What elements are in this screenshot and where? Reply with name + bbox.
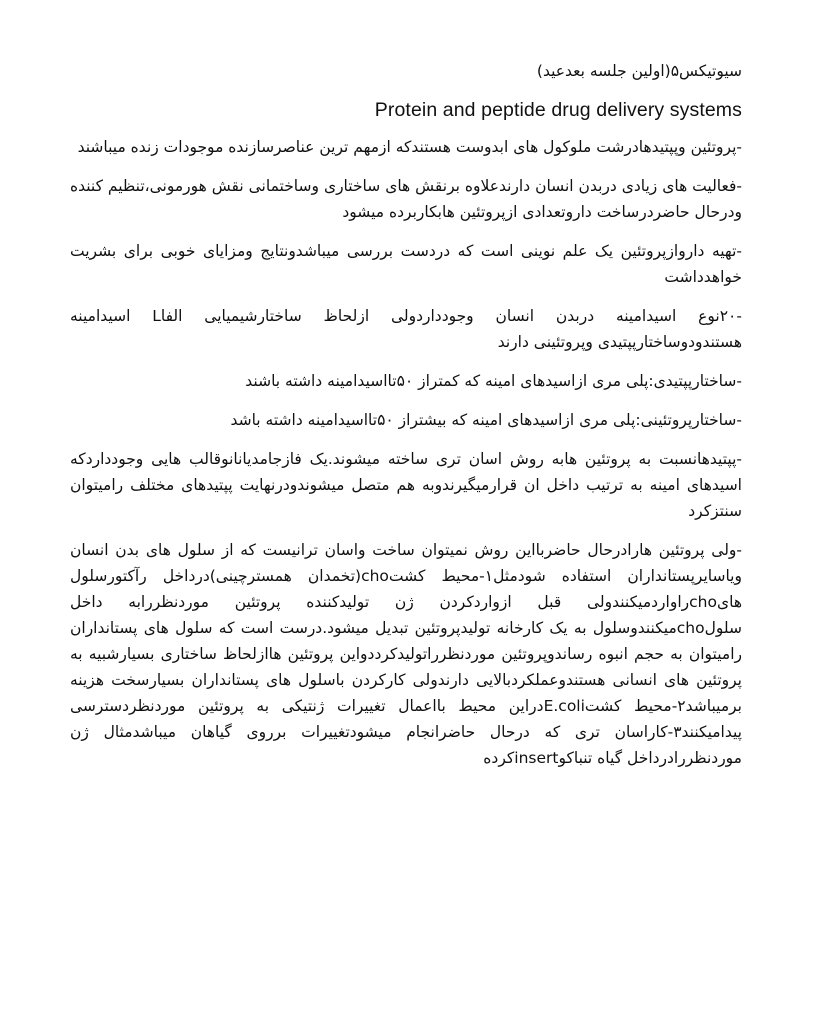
paragraph-5: -ساختارپپتیدی:پلی مری ازاسیدهای امینه که کمتراز ۵۰تااسیدامینه داشته باشند: [245, 372, 742, 390]
document-page: [70, 52, 742, 1002]
paragraph-4: -۲۰نوع اسیدامینه دربدن انسان وجودداردولی ازلحاظ ساختارشیمیایی الفاL اسیدامینه هستندودوساختارپپتیدی وپروتئینی دارند: [70, 307, 742, 351]
paragraph-7: -پپتیدهانسبت به پروتئین هابه روش اسان تری ساخته میشوند.یک فازجامدیانانوقالب هایی وجودداردکه اسیدهای امینه به ترتیب داخل ان قرارمیگیرندوبه هم متصل میشوندودرنهایت پپتیدهای مختلف رامیتوان سنتزکرد: [70, 450, 742, 520]
paragraph-2: -فعالیت های زیادی دربدن انسان دارندعلاوه برنقش های ساختاری وساختمانی نقش هورمونی،تنظیم کننده ودرحال حاضردرساخت داروتعدادی ازپروتئین هابکاربرده میشود: [70, 177, 742, 221]
paragraph-3: -تهیه داروازپروتئین یک علم نوینی است که دردست بررسی میباشدونتایج ومزایای خوبی برای بشریت خواهدداشت: [70, 242, 742, 286]
document-title: Protein and peptide drug delivery systems: [374, 99, 742, 121]
paragraph-6: -ساختارپروتئینی:پلی مری ازاسیدهای امینه که بیشتراز ۵۰تااسیدامینه داشته باشد: [230, 411, 742, 429]
paragraph-1: -پروتئین وپپتیدهادرشت ملوکول های ابدوست هستندکه ازمهم ترین عناصرسازنده موجودات زنده میباشند: [77, 138, 742, 156]
paragraph-8: -ولی پروتئین هارادرحال حاضربااین روش نمیتوان ساخت واسان ترانیست که از سلول های بدن انسان ویاسایرپستانداران استفاده شودمثل۱-محیط کشتcho(تخمدان همسترچینی)درداخل رآکتورسلول هایchoراواردمیکنندولی قبل ازواردکردن ژن تولیدکننده پروتئین موردنظررابه داخل سلولchoمیکنندوسلول به یک کارخانه تولیدپروتئین تبدیل میشود.درست است که سلول های پستانداران رامیتوان به حجم انبوه رساندوپروتئین موردنظرراتولیدکرددواین پروتئین هاازلحاظ ساختاری بسیارشبیه به پروتئین های انسانی هستندوعملکردبالایی دارندولی کارکردن باسلول های پستانداران بسیارسخت هزینه برمیباشد۲-محیط کشتE.coliدراین محیط بااعمال تغییرات ژنتیکی به پروتئین موردنظردسترسی پیدامیکنند۳-کاراسان تری که درحال حاضرانجام میشودتغییرات برروی گیاهان میباشدمثال ژن موردنظررادرداخل گیاه تنباکوinsertکرده: [70, 541, 742, 767]
document-heading: سیوتیکس۵(اولین جلسه بعدعید): [536, 62, 742, 80]
